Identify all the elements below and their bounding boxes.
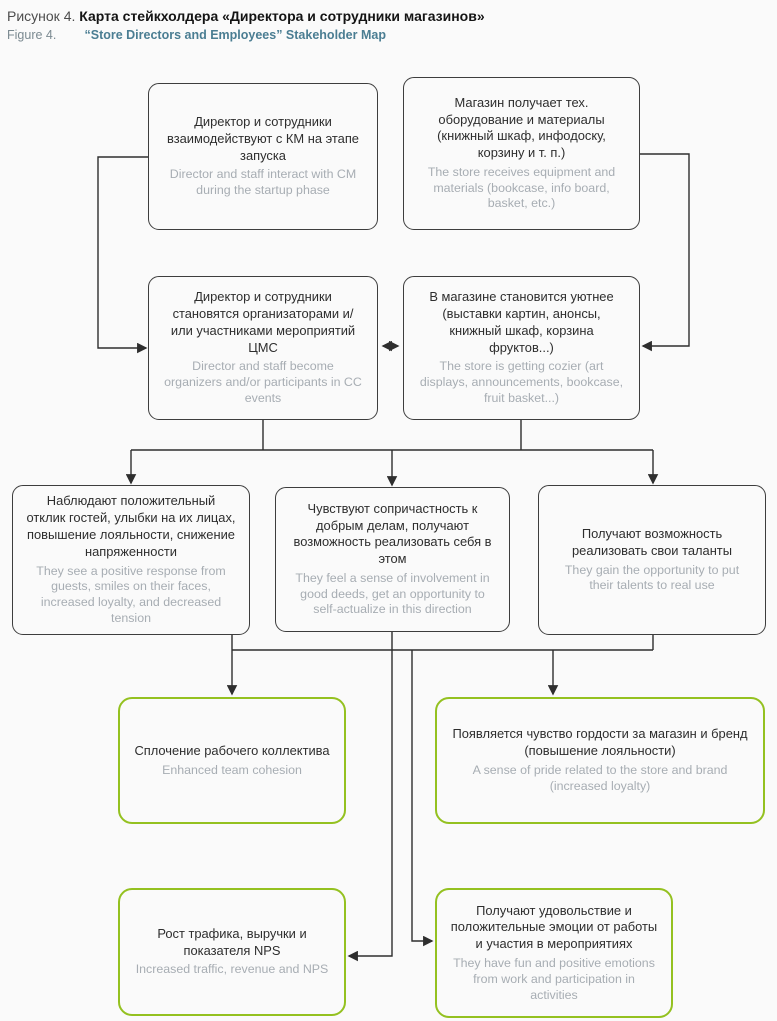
node-organizers-en: Director and staff become organizers and/or participants in CC events — [164, 359, 362, 405]
node-fun-emotions-en: They have fun and positive emotions from work and participation in activities — [453, 956, 655, 1002]
node-interact-cm-en: Director and staff interact with CM during the startup phase — [169, 167, 357, 198]
figure-caption-ru — [7, 8, 485, 24]
edge-equipment-to-cozier — [640, 154, 689, 346]
node-involvement-en: They feel a sense of involvement in good deeds, get an opportunity to self-actualize in this direction — [295, 570, 490, 617]
edge-interactcm-to-organizers — [98, 157, 148, 348]
node-cozier-en: The store is getting cozier (art displays, announcements, bookcase, fruit basket...) — [419, 359, 624, 405]
node-team-cohesion-en: Enhanced team cohesion — [162, 762, 302, 777]
bus-row2-to-row3 — [131, 420, 653, 450]
node-talents-ru: Получают возможность реализовать свои таланты — [572, 525, 732, 558]
node-fun-emotions-ru: Получают удовольствие и положительные эмоции от работы и участия в мероприятиях — [450, 902, 658, 952]
node-interact-cm-ru: Директор и сотрудники взаимодействуют с КМ на этапе запуска — [167, 114, 359, 163]
node-involvement — [275, 487, 510, 632]
arrow-into-traffic-nps — [349, 650, 392, 956]
node-pride-en: A sense of pride related to the store and brand (increased loyalty) — [472, 763, 728, 793]
node-organizers-ru: Директор и сотрудники становятся организаторами и/или участниками мероприятий ЦМС — [170, 289, 356, 355]
node-pride-ru: Появляется чувство гордости за магазин и бренд (повышение лояльности) — [452, 726, 748, 759]
node-store-equipment-en: The store receives equipment and materials (bookcase, info board, basket, etc.) — [427, 164, 616, 211]
node-talents — [538, 485, 766, 635]
node-involvement-ru: Чувствуют сопричастность к добрым делам, получают возможность реализовать себя в этом — [293, 500, 492, 567]
node-positive-response-ru: Наблюдают положительный отклик гостей, улыбки на их лицах, повышение лояльности, снижение напряженности — [26, 493, 236, 559]
node-traffic-nps-ru: Рост трафика, выручки и показателя NPS — [157, 925, 307, 958]
node-interact-cm — [148, 83, 378, 230]
node-team-cohesion-ru: Сплочение рабочего коллектива — [134, 742, 330, 758]
node-team-cohesion — [118, 697, 346, 824]
figure-title-ru: Карта стейкхолдера «Директора и сотрудники магазинов» — [79, 8, 485, 24]
node-cozier-ru: В магазине становится уютнее (выставки картин, анонсы, книжный шкаф, корзина фруктов...) — [429, 289, 614, 355]
figure-captions — [7, 8, 485, 42]
figure-label-en: Figure 4. — [7, 28, 57, 42]
node-organizers — [148, 276, 378, 420]
node-positive-response — [12, 485, 250, 635]
node-fun-emotions — [435, 888, 673, 1018]
figure-label-ru: Рисунок 4. — [7, 8, 76, 24]
node-store-equipment — [403, 77, 640, 230]
node-cozier — [403, 276, 640, 420]
node-positive-response-en: They see a positive response from guests, smiles on their faces, increased loyalty, and decreased tension — [36, 563, 226, 625]
node-pride — [435, 697, 765, 824]
node-talents-en: They gain the opportunity to put their talents to real use — [564, 562, 740, 593]
node-traffic-nps-en: Increased traffic, revenue and NPS — [135, 962, 329, 977]
figure-title-en: “Store Directors and Employees” Stakeholder Map — [84, 28, 386, 42]
node-traffic-nps — [118, 888, 346, 1016]
figure-caption-en — [7, 28, 485, 42]
node-store-equipment-ru: Магазин получает тех. оборудование и материалы (книжный шкаф, инфодоску, корзину и т. п.) — [437, 94, 606, 161]
arrow-into-fun-emotions — [412, 650, 432, 941]
